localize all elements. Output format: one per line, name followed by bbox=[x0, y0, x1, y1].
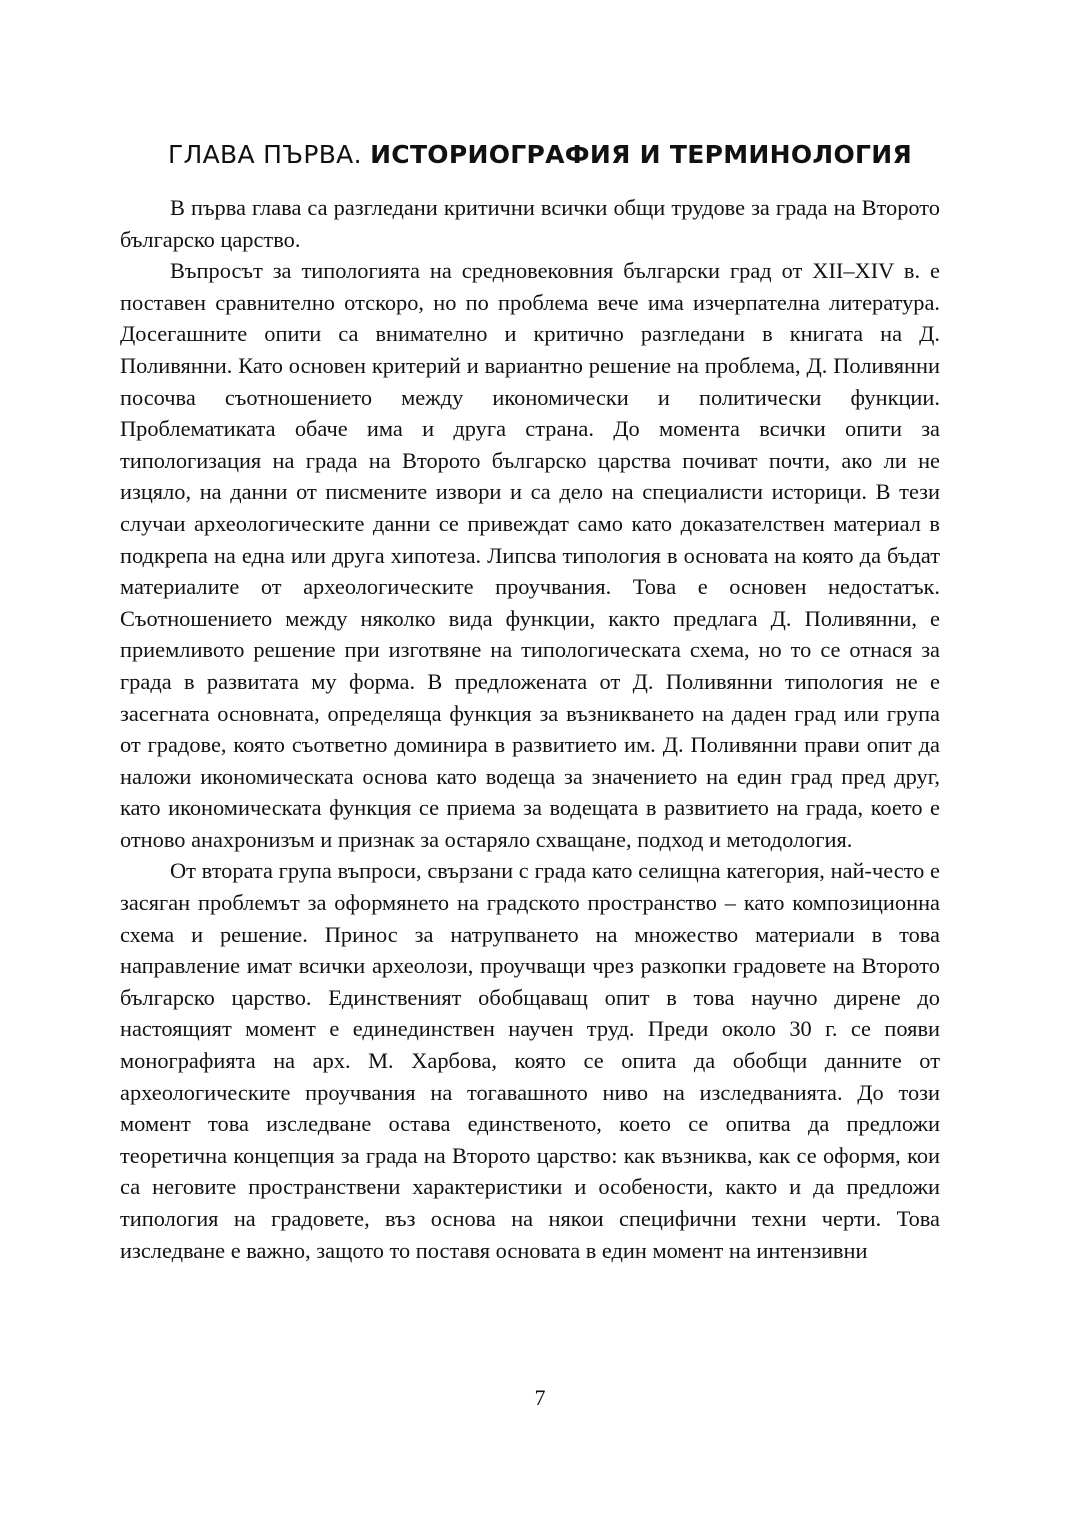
chapter-title: ИСТОРИОГРАФИЯ И ТЕРМИНОЛОГИЯ bbox=[370, 140, 912, 169]
page-number: 7 bbox=[534, 1385, 546, 1410]
paragraph: Въпросът за типологията на средновековния български град от XII–XIV в. е поставен сравнително отскоро, но по проблема вече има изчерпателна литература. Досегашните опити са внимателно и критично разгледани в книгата на Д. Поливянни. Като основен критерий и вариантно решение на проблема, Д. Поливянни посочва съотношението между икономически и политически функции. Проблематиката обаче има и друга страна. До момента всички опити за типологизация на града на Второто българско царства почиват почти, ако ли не изцяло, на данни от писмените извори и са дело на специалисти историци. В тези случаи археологическите данни се привеждат само като доказателствен материал в подкрепа на една или друга хипотеза. Липсва типология в основата на която да бъдат материалите от археологическите проучвания. Това е основен недостатък. Съотношението между няколко вида функции, както предлага Д. Поливянни, е приемливото решение при изготвяне на типологическата схема, но то се отнася за града в развитата му форма. В предложената от Д. Поливянни типология не е засегната основната, определяща функция за възникването на даден град или група от градове, която съответно доминира в развитието им. Д. Поливянни прави опит да наложи икономическата основа като водеща за значението на един град пред друг, като икономическата функция се приема за водещата в развитието на града, което е отново анахронизъм и признак за остаряло схващане, подход и методология. bbox=[120, 258, 940, 852]
body-text bbox=[120, 192, 940, 1266]
paragraph: От втората група въпроси, свързани с града като селищна категория, най-често е засяган проблемът за оформянето на градското пространство – като композиционна схема и решение. Принос за натрупването на множество материали в това направление имат всички археолози, проучващи чрез разкопки градовете на Второто българско царство. Единственият обобщаващ опит в това научно дирене до настоящият момент е единединствен научен труд. Преди около 30 г. се появи монографията на арх. М. Харбова, която се опита да обобщи данните от археологическите проучвания на тогавашното ниво на изследванията. До този момент това изследване остава единственото, което се опитва да предложи теоретична концепция за града на Второто царство: как възниква, как се оформя, кои са неговите пространствени характеристики и особености, както и да предложи типология на градовете, въз основа на някои специфични техни черти. Това изследване е важно, защото то поставя основата в един момент на интензивни bbox=[120, 858, 940, 1263]
paragraph: В първа глава са разгледани критични всички общи трудове за града на Второто българско царство. bbox=[120, 195, 940, 252]
chapter-label: ГЛАВА ПЪРВА. bbox=[167, 140, 371, 169]
chapter-heading bbox=[0, 140, 1080, 169]
